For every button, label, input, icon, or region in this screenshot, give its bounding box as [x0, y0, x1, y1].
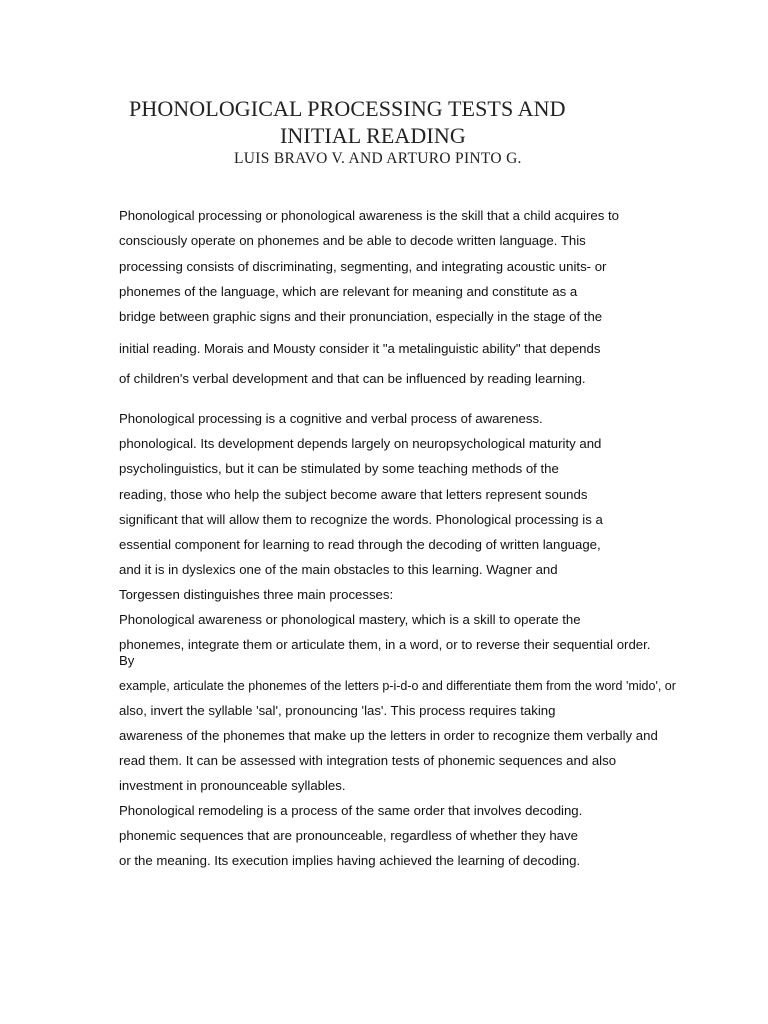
document-authors: LUIS BRAVO V. AND ARTURO PINTO G.: [234, 150, 522, 167]
text-line: consciously operate on phonemes and be able to decode written language. This: [119, 233, 586, 248]
text-line: psycholinguistics, but it can be stimulated by some teaching methods of the: [119, 461, 559, 476]
text-line: example, articulate the phonemes of the letters p-i-d-o and differentiate them from the word 'mido', or: [119, 679, 676, 693]
document-title-line-1: PHONOLOGICAL PROCESSING TESTS AND: [129, 96, 566, 121]
text-line: investment in pronounceable syllables.: [119, 778, 346, 793]
text-line: or the meaning. Its execution implies having achieved the learning of decoding.: [119, 853, 581, 868]
text-line: phonemes of the language, which are relevant for meaning and constitute as a: [119, 284, 578, 299]
text-line: reading, those who help the subject become aware that letters represent sounds: [119, 487, 588, 502]
text-line: Phonological processing is a cognitive and verbal process of awareness.: [119, 411, 543, 426]
document-title-line-2: INITIAL READING: [280, 123, 466, 148]
text-line: processing consists of discriminating, segmenting, and integrating acoustic units- or: [119, 259, 607, 274]
text-line: phonemic sequences that are pronounceable, regardless of whether they have: [119, 828, 578, 843]
text-line: bridge between graphic signs and their pronunciation, especially in the stage of the: [119, 309, 603, 324]
text-line: read them. It can be assessed with integration tests of phonemic sequences and also: [119, 753, 617, 768]
text-line: Phonological remodeling is a process of the same order that involves decoding.: [119, 803, 583, 818]
text-line: phonological. Its development depends largely on neuropsychological maturity and: [119, 436, 602, 451]
text-line: initial reading. Morais and Mousty consider it "a metalinguistic ability" that depends: [119, 341, 601, 356]
text-line: Torgessen distinguishes three main processes:: [119, 587, 394, 602]
text-line: phonemes, integrate them or articulate them, in a word, or to reverse their sequential order.: [119, 637, 651, 652]
text-line: and it is in dyslexics one of the main obstacles to this learning. Wagner and: [119, 562, 558, 577]
text-line: awareness of the phonemes that make up the letters in order to recognize them verbally and: [119, 728, 658, 743]
text-line: essential component for learning to read through the decoding of written language,: [119, 537, 601, 552]
text-line: Phonological awareness or phonological mastery, which is a skill to operate the: [119, 612, 581, 627]
text-line: also, invert the syllable 'sal', pronouncing 'las'. This process requires taking: [119, 703, 556, 718]
text-line: significant that will allow them to recognize the words. Phonological processing is a: [119, 512, 603, 527]
text-line: of children's verbal development and that can be influenced by reading learning.: [119, 371, 586, 386]
text-line: Phonological processing or phonological awareness is the skill that a child acquires to: [119, 208, 619, 223]
text-line: By: [119, 653, 135, 668]
